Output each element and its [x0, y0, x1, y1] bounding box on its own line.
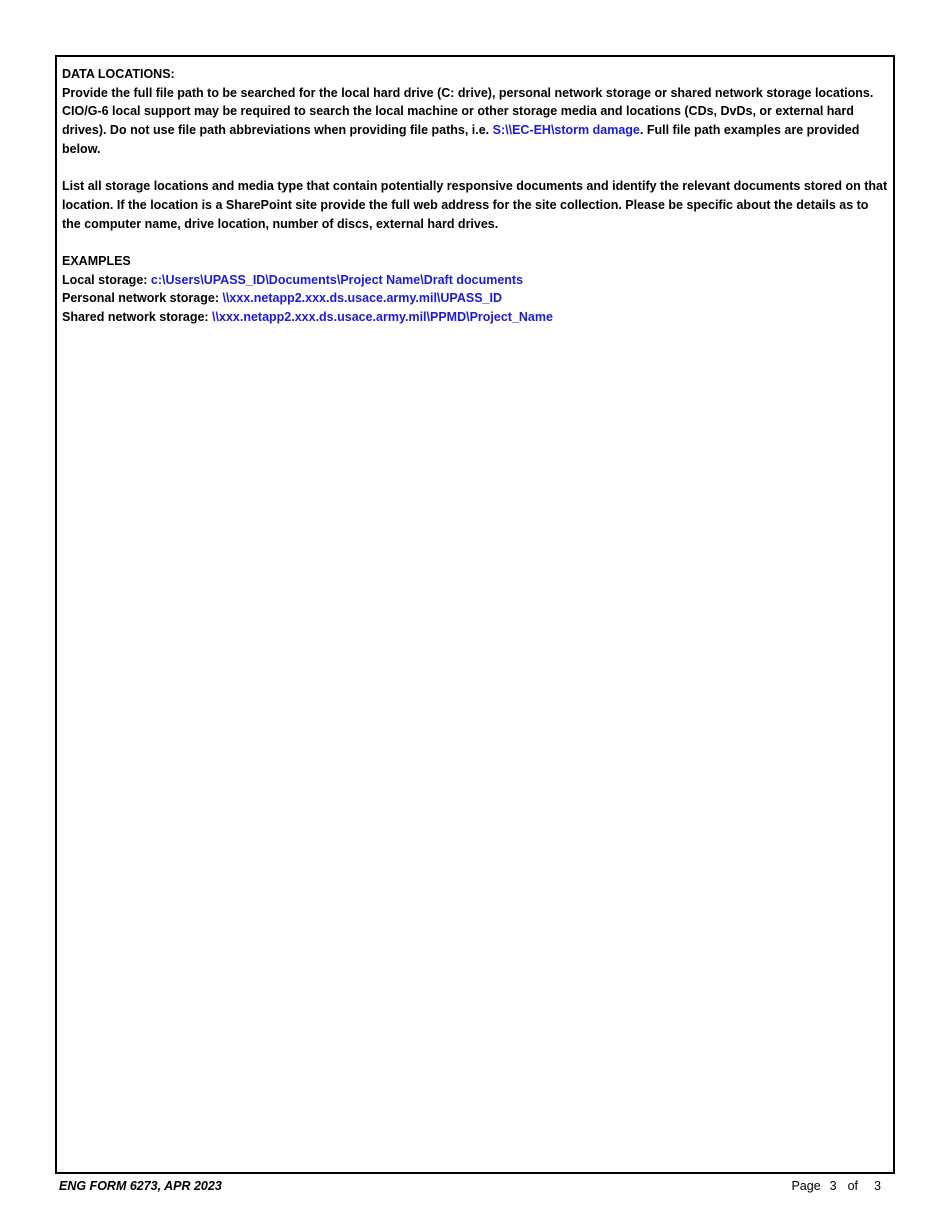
instructions-text-start: Provide the full file path to be searched for the local hard drive (C: drive), personal network storage or shared network storage locations. CIO/G-6 local support may be required to search the local machine or other storage media and locations (CDs, DvDs, or external hard drives). Do not use file path abbreviations when providing file paths, i.e.: [62, 85, 874, 138]
instructions-text-end: . Full file path examples are provided below.: [62, 123, 860, 156]
examples-heading: EXAMPLES: [62, 254, 131, 268]
section-heading: DATA LOCATIONS:: [62, 67, 175, 81]
abbreviation-example: S:\\EC-EH\storm damage: [492, 123, 640, 138]
example-path: \\xxx.netapp2.xxx.ds.usace.army.mil\PPMD\Project_Name: [212, 310, 553, 325]
spacer: [62, 233, 888, 252]
data-locations-section: [62, 65, 888, 327]
example-local-storage: [62, 271, 888, 290]
example-label: Personal network storage:: [62, 291, 223, 306]
instructions-paragraph: [62, 84, 888, 159]
page-label: Page: [791, 1179, 821, 1193]
page-of-label: of: [847, 1179, 859, 1193]
example-label: Shared network storage:: [62, 310, 213, 325]
example-personal-network-storage: [62, 289, 888, 308]
page-indicator: [791, 1179, 881, 1193]
spacer: [62, 159, 888, 178]
example-label: Local storage:: [62, 272, 151, 287]
example-shared-network-storage: [62, 308, 888, 327]
example-path: c:\Users\UPASS_ID\Documents\Project Name\Draft documents: [150, 272, 524, 287]
page-total: 3: [874, 1179, 881, 1193]
example-path: \\xxx.netapp2.xxx.ds.usace.army.mil\UPASS_ID: [222, 291, 502, 306]
page-current: 3: [829, 1179, 837, 1193]
storage-list-paragraph: List all storage locations and media type that contain potentially responsive documents and identify the relevant documents stored on that location. If the location is a SharePoint site provide the full web address for the site collection. Please be specific about the details as to the computer name, drive location, number of discs, external hard drives.: [62, 179, 888, 231]
form-box: [55, 55, 895, 1174]
form-identifier: ENG FORM 6273, APR 2023: [59, 1179, 222, 1193]
